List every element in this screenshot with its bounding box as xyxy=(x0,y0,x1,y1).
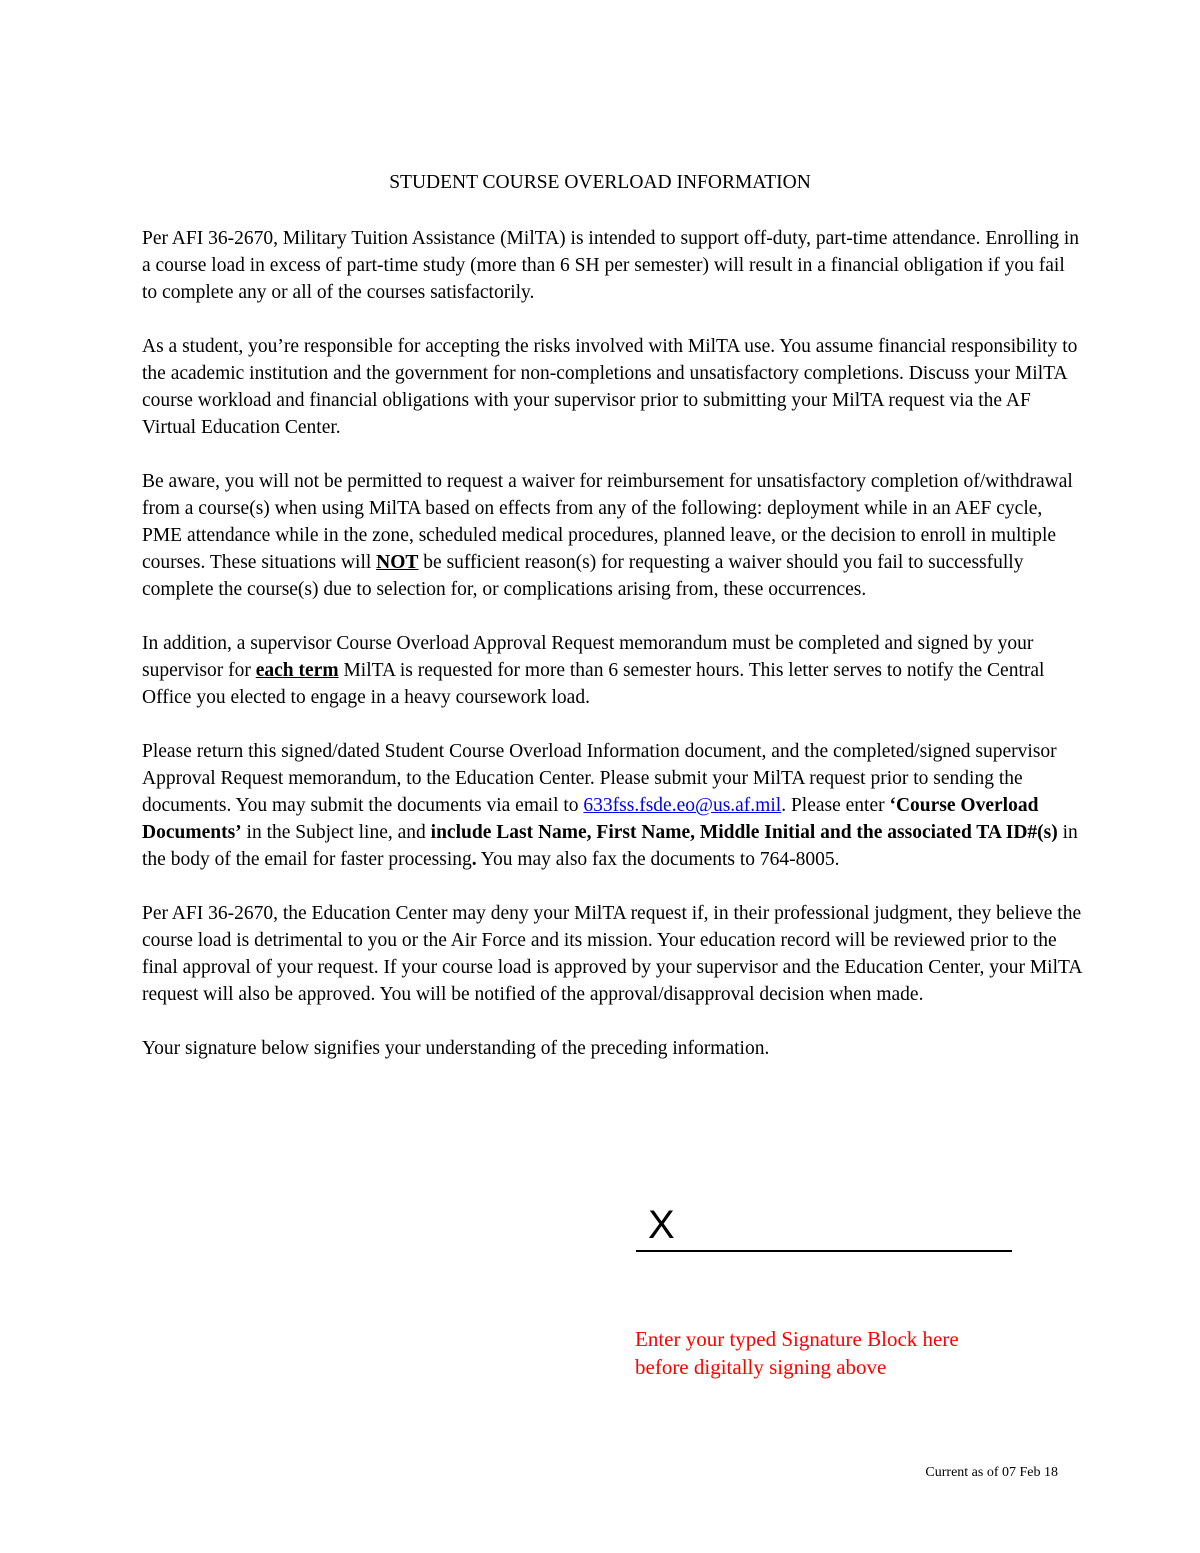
paragraph-student-responsibility: As a student, you’re responsible for accepting the risks involved with MilTA use. You assume financial responsibility to the academic institution and the government for non-completions and unsatisfactory completions. Discuss your MilTA course workload and financial obligations with your supervisor prior to submitting your MilTA request via the AF Virtual Education Center. xyxy=(142,336,1078,438)
not-emphasis: NOT xyxy=(376,552,419,573)
return-text-e: You may also fax the documents to 764-8005. xyxy=(476,849,840,870)
return-text-b: . Please enter xyxy=(781,795,890,816)
signature-instruction-line-2: before digitally signing above xyxy=(635,1355,887,1379)
signature-line[interactable] xyxy=(636,1250,1012,1252)
signature-mark: X xyxy=(648,1203,675,1247)
paragraph-return-instructions xyxy=(142,738,1082,873)
signature-instruction-line-1: Enter your typed Signature Block here xyxy=(635,1327,959,1351)
include-emphasis: include Last Name, First Name, Middle Initial and the associated TA ID#(s) xyxy=(430,822,1058,843)
paragraph-denial-notice: Per AFI 36-2670, the Education Center may deny your MilTA request if, in their professional judgment, they believe the course load is detrimental to you or the Air Force and its mission. Your education record will be reviewed prior to the final approval of your request. If your course load is approved by your supervisor and the Education Center, your MilTA request will also be approved. You will be notified of the approval/disapproval decision when made. xyxy=(142,903,1082,1005)
waiver-text-a: Be aware, you will not be permitted to request a waiver for reimbursement for unsatisfactory completion of/withdrawal from a course(s) when using MilTA based on effects from any of the following: deployment while in an AEF cycle, PME attendance while in the zone, scheduled medical procedures, planned leave, or the decision to enroll in multiple courses. These situations will xyxy=(142,471,1073,573)
return-text-d: in the body of the email for faster processing xyxy=(142,822,1078,870)
paragraph-milta-intro: Per AFI 36-2670, Military Tuition Assistance (MilTA) is intended to support off-duty, part-time attendance. Enrolling in a course load in excess of part-time study (more than 6 SH per semester) will result in a financial obligation if you fail to complete any or all of the courses satisfactorily. xyxy=(142,228,1080,303)
return-text-a: Please return this signed/dated Student Course Overload Information document, and the completed/signed supervisor Approval Request memorandum, to the Education Center. Please submit your MilTA request prior to sending the documents. You may submit the documents via email to xyxy=(142,741,1057,816)
paragraph-signature-statement: Your signature below signifies your understanding of the preceding information. xyxy=(142,1038,770,1059)
return-text-c: in the Subject line, and xyxy=(241,822,431,843)
period-emphasis: . xyxy=(471,849,477,870)
subject-emphasis: ‘Course Overload Documents’ xyxy=(142,795,1039,843)
paragraph-supervisor-memo xyxy=(142,630,1082,711)
signature-instruction xyxy=(635,1325,959,1381)
document-body xyxy=(142,225,1082,1089)
waiver-text-b: be sufficient reason(s) for requesting a waiver should you fail to successfully complete the course(s) due to selection for, or complications arising from, these occurrences. xyxy=(142,552,1024,600)
paragraph-waiver-notice xyxy=(142,468,1082,603)
each-term-emphasis: each term xyxy=(255,660,339,681)
page-title: STUDENT COURSE OVERLOAD INFORMATION xyxy=(389,172,811,193)
memo-text-a: In addition, a supervisor Course Overload Approval Request memorandum must be completed and signed by your supervisor for xyxy=(142,633,1034,681)
footer-date: Current as of 07 Feb 18 xyxy=(925,1465,1058,1480)
memo-text-b: MilTA is requested for more than 6 semester hours. This letter serves to notify the Central Office you elected to engage in a heavy coursework load. xyxy=(142,660,1045,708)
email-link[interactable]: 633fss.fsde.eo@us.af.mil xyxy=(583,795,782,816)
